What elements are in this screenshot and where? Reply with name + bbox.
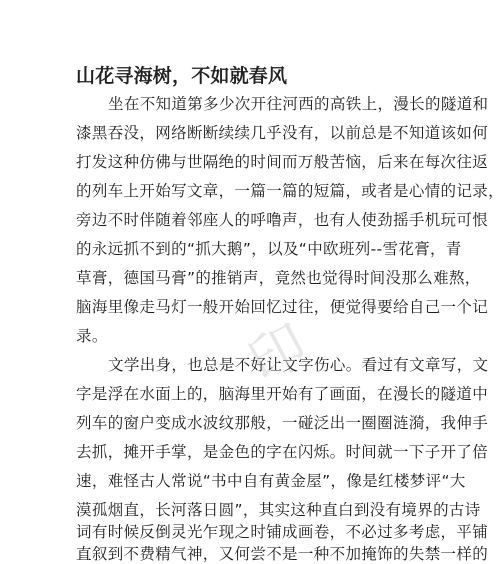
paragraph-1-line-7: 草膏，德国马膏”的推销声，竟然也觉得时间没那么难熬， (76, 269, 481, 287)
article-title: 山花寻海树，不如就春风 (76, 65, 288, 87)
paragraph-2-line-5: 速，难怪古人常说“书中自有黄金屋”，像是红楼梦评“大 (76, 472, 466, 490)
paragraph-1-line-1: 坐在不知道第多少次开往河西的高铁上，漫长的隧道和 (108, 95, 489, 113)
paragraph-2-line-4: 去抓，摊开手掌，是金色的字在闪烁。时间就一下子开了倍 (76, 443, 489, 461)
paragraph-1-line-5: 旁边不时伴随着邻座人的呼噜声，也有人使劲摇手机玩可恨 (76, 211, 489, 229)
paragraph-1-line-6: 的永远抓不到的“抓大鹅”，以及“中欧班列--雪花膏，青 (76, 240, 462, 258)
paragraph-2-line-1: 文学出身，也总是不好让文字伤心。看过有文章写，文 (108, 356, 489, 374)
paragraph-2-line-7: 词有时候反倒灵光乍现之时铺成画卷，不必过多考虑，平铺 (76, 523, 489, 541)
paragraph-2-line-8: 直叙到不费精气神，又何尝不是一种不加掩饰的失禁一样的 (76, 545, 489, 563)
paragraph-2-line-3: 列车的窗户变成水波纹那般，一碰泛出一圈圈涟漪，我伸手 (76, 414, 489, 432)
paragraph-1-line-3: 打发这种仿佛与世隔绝的时间而万般苦恼，后来在每次往返 (76, 153, 489, 171)
paragraph-2-line-6: 漠孤烟直，长河落日圆”，其实这种直白到没有境界的古诗 (76, 501, 481, 519)
paragraph-1-line-9: 录。 (76, 327, 108, 345)
paragraph-1-line-2: 漆黑吞没，网络断断续续几乎没有，以前总是不知道该如何 (76, 124, 489, 142)
watermark: 印 (238, 308, 326, 397)
paragraph-1-line-4: 的列车上开始写文章，一篇一篇的短篇，或者是心情的记录， (76, 182, 504, 200)
paragraph-1-line-8: 脑海里像走马灯一般开始回忆过往，便觉得要给自己一个记 (76, 298, 489, 316)
paragraph-2-line-2: 字是浮在水面上的，脑海里开始有了画面，在漫长的隧道中 (76, 385, 489, 403)
